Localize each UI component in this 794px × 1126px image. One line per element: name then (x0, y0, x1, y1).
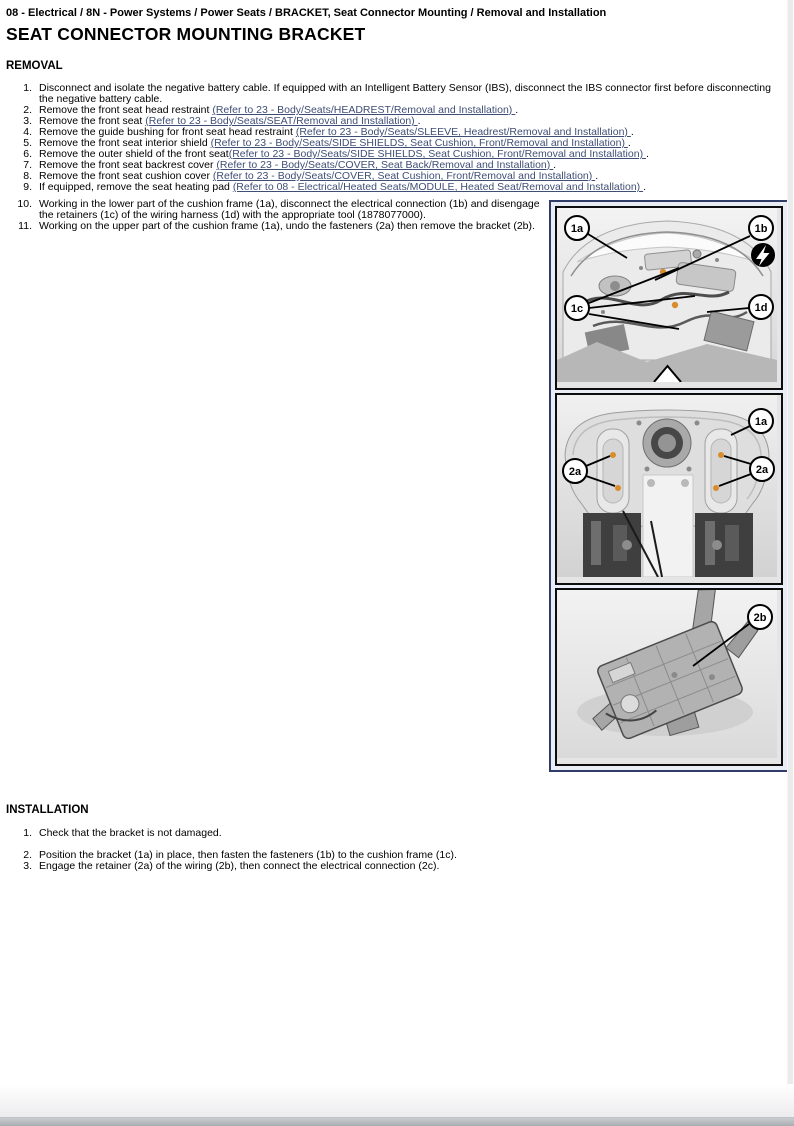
footer-bar (0, 1117, 794, 1126)
refer-link-seat[interactable]: (Refer to 23 - Body/Seats/SEAT/Removal and Installation) (145, 115, 418, 127)
svg-text:1d: 1d (754, 302, 768, 314)
svg-text:1c: 1c (570, 303, 584, 315)
refer-link-headrest[interactable]: (Refer to 23 - Body/Seats/HEADREST/Removal and Installation) (212, 104, 516, 116)
removal-step-4: 4. Remove the guide bushing for front seat head restraint (Refer to 23 - Body/Seats/SLEEVE, Headrest/Removal and Installation) . (23, 126, 634, 138)
installation-step-1: 1. Check that the bracket is not damaged. (23, 827, 222, 839)
installation-step-2: 2. Position the bracket (1a) in place, then fasten the fasteners (1b) to the cushion frame (1c). (23, 849, 457, 861)
removal-step-11: 11. Working on the upper part of the cushion frame (1a), undo the fasteners (2a) then remove the bracket (2b). (18, 220, 535, 232)
procedure-figure (549, 200, 789, 772)
removal-step-10: 10. Working in the lower part of the cushion frame (1a), disconnect the electrical connection (1b) and disengage the retainers (1c) of the wiring harness (1d) with the appropriate tool (1878077000). (17, 198, 540, 221)
svg-text:2a: 2a (755, 464, 769, 476)
removal-step-8: 8. Remove the front seat cushion cover (Refer to 23 - Body/Seats/COVER, Seat Cushion, Front/Removal and Installation) . (23, 170, 599, 182)
refer-link-cover-seat-cushion[interactable]: (Refer to 23 - Body/Seats/COVER, Seat Cushion, Front/Removal and Installation) (212, 170, 596, 182)
removal-step-3: 3. Remove the front seat (Refer to 23 - Body/Seats/SEAT/Removal and Installation) . (23, 115, 421, 127)
svg-text:1b: 1b (754, 223, 768, 235)
page-title: SEAT CONNECTOR MOUNTING BRACKET (6, 24, 366, 44)
removal-step-1: 1. Disconnect and isolate the negative battery cable. If equipped with an Intelligent Battery Sensor (IBS), disconnect the IBS connector first before disconnecting the negative battery cable. (23, 82, 771, 105)
removal-step-6: 6. Remove the outer shield of the front seat(Refer to 23 - Body/Seats/SIDE SHIELDS, Seat Cushion, Front/Removal and Installation) . (23, 148, 649, 160)
figure-panel-seat-underside (555, 206, 783, 390)
fastener-highlight (713, 485, 719, 491)
fastener-highlight (615, 485, 621, 491)
removal-step-2: 2. Remove the front seat head restraint (Refer to 23 - Body/Seats/HEADREST/Removal and Installation) . (23, 104, 519, 116)
callout-1d (749, 295, 773, 319)
callout-2a-right (750, 457, 774, 481)
callout-1a (749, 409, 773, 433)
refer-link-side-shields-interior[interactable]: (Refer to 23 - Body/Seats/SIDE SHIELDS, Seat Cushion, Front/Removal and Installation) (210, 137, 628, 149)
removal-heading: REMOVAL (6, 60, 63, 72)
refer-link-sleeve-headrest[interactable]: (Refer to 23 - Body/Seats/SLEEVE, Headrest/Removal and Installation) (295, 126, 631, 138)
svg-text:2a: 2a (568, 466, 582, 478)
fastener-highlight (610, 452, 616, 458)
installation-step-3: 3. Engage the retainer (2a) of the wiring (2b), then connect the electrical connection (2c). (23, 860, 440, 872)
fastener-highlight (718, 452, 724, 458)
removal-step-5: 5. Remove the front seat interior shield (Refer to 23 - Body/Seats/SIDE SHIELDS, Seat Cushion, Front/Removal and Installation) . (23, 137, 631, 149)
removal-figure-steps-list (6, 199, 549, 232)
callout-1b (749, 216, 773, 240)
harness-retainer-highlight (672, 302, 678, 308)
breadcrumb: 08 - Electrical / 8N - Power Systems / Power Seats / BRACKET, Seat Connector Mounting / Removal and Installation (6, 7, 607, 19)
refer-link-cover-seat-back[interactable]: (Refer to 23 - Body/Seats/COVER, Seat Back/Removal and Installation) (216, 159, 554, 171)
callout-1a (565, 216, 589, 240)
vertical-scrollbar[interactable] (787, 0, 793, 1104)
removal-step-7: 7. Remove the front seat backrest cover (Refer to 23 - Body/Seats/COVER, Seat Back/Removal and Installation) . (23, 159, 557, 171)
removal-steps-list (6, 83, 784, 193)
refer-link-side-shields-outer[interactable]: (Refer to 23 - Body/Seats/SIDE SHIELDS, Seat Cushion, Front/Removal and Installation) (228, 148, 646, 160)
callout-1c (565, 296, 589, 320)
removal-step-9: 9. If equipped, remove the seat heating pad (Refer to 08 - Electrical/Heated Seats/MODULE, Heated Seat/Removal and Installation) . (23, 181, 647, 193)
svg-text:1a: 1a (570, 223, 584, 235)
installation-heading: INSTALLATION (6, 804, 89, 816)
installation-steps-list (6, 828, 706, 872)
svg-text:2b: 2b (753, 612, 767, 624)
figure-panel-cushion-frame (555, 393, 783, 585)
page-footer (0, 1084, 794, 1126)
svg-text:1a: 1a (754, 416, 768, 428)
refer-link-heated-seat-module[interactable]: (Refer to 08 - Electrical/Heated Seats/MODULE, Heated Seat/Removal and Installation) (232, 181, 644, 193)
callout-2b (748, 605, 772, 629)
figure-panel-bracket (555, 588, 783, 766)
callout-2a-left (563, 459, 587, 483)
electrical-warning-icon (751, 243, 775, 267)
